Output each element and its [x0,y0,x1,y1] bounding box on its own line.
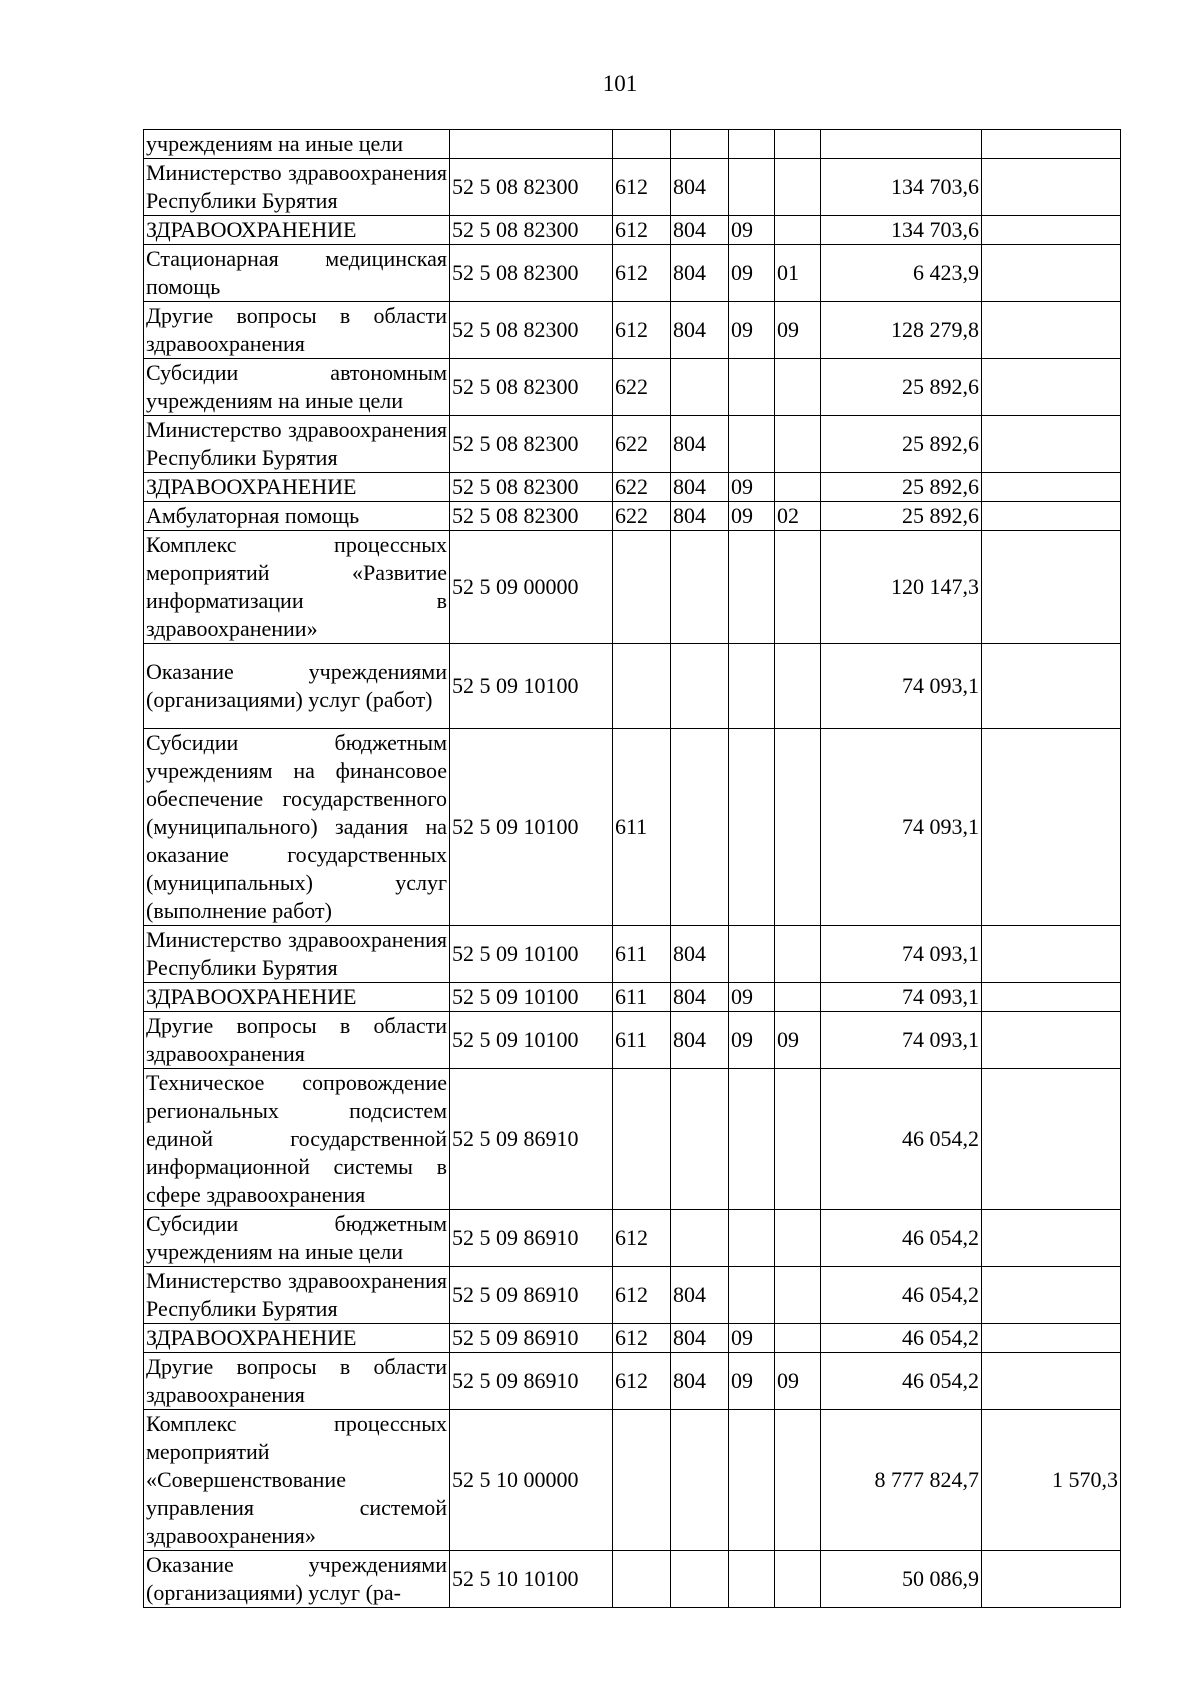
cell-grbs [671,1210,729,1267]
cell-target-code: 52 5 09 10100 [450,729,613,926]
table-row [144,359,1121,416]
cell-target-code: 52 5 08 82300 [450,216,613,245]
cell-subsection [775,216,821,245]
cell-subsection [775,473,821,502]
cell-expense-type: 612 [613,159,671,216]
cell-subsection [775,644,821,729]
cell-section: 09 [729,983,775,1012]
cell-grbs [671,1069,729,1210]
cell-subsection: 01 [775,245,821,302]
cell-grbs: 804 [671,926,729,983]
cell-name: Субсидии бюджетным учреждениям на иные цели [144,1210,450,1267]
table-row [144,416,1121,473]
page-number: 101 [602,71,638,96]
cell-amount-extra [982,473,1121,502]
cell-section [729,644,775,729]
cell-target-code: 52 5 08 82300 [450,473,613,502]
cell-expense-type: 612 [613,245,671,302]
cell-subsection [775,1551,821,1608]
cell-target-code: 52 5 09 86910 [450,1353,613,1410]
cell-amount: 46 054,2 [821,1069,982,1210]
cell-grbs: 804 [671,302,729,359]
table-row [144,216,1121,245]
cell-section: 09 [729,502,775,531]
cell-amount: 25 892,6 [821,473,982,502]
cell-name: Министерство здравоохранения Республики Бурятия [144,926,450,983]
cell-section: 09 [729,245,775,302]
cell-amount-extra [982,729,1121,926]
cell-amount: 6 423,9 [821,245,982,302]
cell-amount-extra [982,1353,1121,1410]
cell-target-code: 52 5 09 86910 [450,1324,613,1353]
cell-amount-extra [982,983,1121,1012]
cell-target-code: 52 5 09 86910 [450,1210,613,1267]
cell-subsection [775,359,821,416]
cell-subsection [775,729,821,926]
cell-name: Стационарная медицинская помощь [144,245,450,302]
cell-subsection: 09 [775,302,821,359]
cell-section [729,531,775,644]
cell-subsection [775,983,821,1012]
cell-amount-extra [982,1069,1121,1210]
cell-section [729,1551,775,1608]
cell-expense-type: 622 [613,502,671,531]
cell-amount: 8 777 824,7 [821,1410,982,1551]
cell-amount: 74 093,1 [821,644,982,729]
cell-amount: 25 892,6 [821,416,982,473]
cell-amount: 128 279,8 [821,302,982,359]
cell-target-code: 52 5 08 82300 [450,159,613,216]
cell-amount-extra [982,531,1121,644]
cell-expense-type: 611 [613,729,671,926]
cell-target-code: 52 5 10 00000 [450,1410,613,1551]
cell-amount-extra [982,359,1121,416]
cell-amount-extra [982,302,1121,359]
cell-target-code: 52 5 10 10100 [450,1551,613,1608]
cell-subsection [775,1267,821,1324]
cell-section [729,359,775,416]
cell-name: Министерство здравоохранения Республики Бурятия [144,159,450,216]
table-row [144,245,1121,302]
table-row [144,531,1121,644]
cell-section: 09 [729,1324,775,1353]
cell-amount-extra: 1 570,3 [982,1410,1121,1551]
table-row [144,1012,1121,1069]
cell-grbs: 804 [671,473,729,502]
cell-subsection: 09 [775,1012,821,1069]
cell-target-code: 52 5 09 10100 [450,983,613,1012]
table-body [144,130,1121,1608]
cell-target-code: 52 5 09 10100 [450,926,613,983]
cell-target-code: 52 5 09 86910 [450,1069,613,1210]
cell-name: Министерство здравоохранения Республики Бурятия [144,1267,450,1324]
cell-grbs [671,130,729,159]
cell-target-code: 52 5 08 82300 [450,502,613,531]
cell-amount: 46 054,2 [821,1210,982,1267]
cell-target-code: 52 5 08 82300 [450,245,613,302]
cell-amount: 50 086,9 [821,1551,982,1608]
cell-amount: 46 054,2 [821,1353,982,1410]
cell-subsection [775,1069,821,1210]
cell-name: Комплекс процессных мероприятий «Совершенствование управления системой здравоохранения» [144,1410,450,1551]
cell-name: ЗДРАВООХРАНЕНИЕ [144,983,450,1012]
cell-target-code: 52 5 08 82300 [450,302,613,359]
cell-expense-type: 612 [613,302,671,359]
table-row [144,926,1121,983]
cell-section: 09 [729,216,775,245]
cell-section [729,926,775,983]
cell-expense-type: 622 [613,359,671,416]
cell-name: ЗДРАВООХРАНЕНИЕ [144,1324,450,1353]
cell-amount: 25 892,6 [821,359,982,416]
cell-name: Другие вопросы в области здравоохранения [144,1012,450,1069]
cell-target-code [450,130,613,159]
cell-grbs: 804 [671,1324,729,1353]
cell-target-code: 52 5 09 10100 [450,644,613,729]
table-row [144,1267,1121,1324]
cell-expense-type: 612 [613,1210,671,1267]
cell-section [729,1410,775,1551]
cell-amount-extra [982,1324,1121,1353]
cell-name: Оказание учреждениями (организациями) услуг (работ) [144,644,450,729]
cell-amount-extra [982,926,1121,983]
cell-amount: 134 703,6 [821,159,982,216]
cell-subsection [775,416,821,473]
cell-amount: 74 093,1 [821,729,982,926]
cell-amount-extra [982,1551,1121,1608]
cell-expense-type [613,1410,671,1551]
cell-expense-type [613,130,671,159]
cell-target-code: 52 5 08 82300 [450,359,613,416]
cell-grbs: 804 [671,1353,729,1410]
cell-target-code: 52 5 09 00000 [450,531,613,644]
cell-expense-type: 611 [613,1012,671,1069]
cell-grbs [671,644,729,729]
cell-grbs: 804 [671,216,729,245]
cell-amount-extra [982,130,1121,159]
cell-section [729,1267,775,1324]
cell-amount-extra [982,502,1121,531]
cell-section: 09 [729,1353,775,1410]
cell-amount: 120 147,3 [821,531,982,644]
cell-grbs: 804 [671,983,729,1012]
cell-amount: 46 054,2 [821,1324,982,1353]
cell-amount: 25 892,6 [821,502,982,531]
cell-amount-extra [982,1267,1121,1324]
cell-section [729,130,775,159]
cell-section: 09 [729,473,775,502]
table-row [144,502,1121,531]
table-row [144,1551,1121,1608]
cell-subsection [775,1324,821,1353]
cell-amount-extra [982,1210,1121,1267]
cell-subsection [775,531,821,644]
cell-grbs [671,1551,729,1608]
cell-expense-type: 622 [613,416,671,473]
cell-name: Субсидии бюджетным учреждениям на финансовое обеспечение государственного (муниципального) задания на оказание государственных (муниципальных) услуг (выполнение работ) [144,729,450,926]
table-row [144,1069,1121,1210]
cell-expense-type: 612 [613,216,671,245]
cell-name: Другие вопросы в области здравоохранения [144,302,450,359]
cell-section [729,729,775,926]
cell-amount: 46 054,2 [821,1267,982,1324]
cell-amount: 74 093,1 [821,983,982,1012]
cell-target-code: 52 5 09 10100 [450,1012,613,1069]
table-row [144,1353,1121,1410]
table-row [144,159,1121,216]
cell-grbs: 804 [671,416,729,473]
cell-name: Другие вопросы в области здравоохранения [144,1353,450,1410]
cell-subsection: 09 [775,1353,821,1410]
cell-expense-type [613,1551,671,1608]
cell-subsection [775,159,821,216]
table-row [144,302,1121,359]
cell-subsection [775,1210,821,1267]
cell-expense-type: 612 [613,1353,671,1410]
cell-expense-type: 622 [613,473,671,502]
table-row [144,983,1121,1012]
cell-section [729,159,775,216]
cell-grbs: 804 [671,1012,729,1069]
table-row [144,729,1121,926]
cell-subsection [775,130,821,159]
cell-amount-extra [982,416,1121,473]
cell-amount: 74 093,1 [821,926,982,983]
table-row [144,130,1121,159]
cell-subsection [775,1410,821,1551]
cell-grbs: 804 [671,1267,729,1324]
table-row [144,1324,1121,1353]
cell-amount-extra [982,245,1121,302]
cell-amount [821,130,982,159]
cell-grbs [671,359,729,416]
cell-target-code: 52 5 09 86910 [450,1267,613,1324]
cell-expense-type: 612 [613,1324,671,1353]
cell-amount-extra [982,1012,1121,1069]
cell-grbs [671,531,729,644]
cell-amount: 134 703,6 [821,216,982,245]
cell-grbs: 804 [671,159,729,216]
cell-expense-type [613,531,671,644]
cell-expense-type [613,1069,671,1210]
cell-section [729,416,775,473]
cell-section: 09 [729,1012,775,1069]
cell-subsection [775,926,821,983]
cell-name: Техническое сопровождение региональных подсистем единой государственной информационной системы в сфере здравоохранения [144,1069,450,1210]
budget-table [143,129,1121,1608]
cell-name: Амбулаторная помощь [144,502,450,531]
cell-section: 09 [729,302,775,359]
cell-expense-type: 611 [613,926,671,983]
cell-name: ЗДРАВООХРАНЕНИЕ [144,473,450,502]
cell-section [729,1210,775,1267]
cell-expense-type [613,644,671,729]
cell-subsection: 02 [775,502,821,531]
cell-name: Комплекс процессных мероприятий «Развитие информатизации в здравоохранении» [144,531,450,644]
cell-section [729,1069,775,1210]
cell-name: Министерство здравоохранения Республики Бурятия [144,416,450,473]
cell-expense-type: 612 [613,1267,671,1324]
cell-name: учреждениям на иные цели [144,130,450,159]
cell-expense-type: 611 [613,983,671,1012]
cell-grbs [671,729,729,926]
table-row [144,644,1121,729]
cell-name: Оказание учреждениями (организациями) услуг (ра- [144,1551,450,1608]
cell-amount-extra [982,644,1121,729]
cell-amount-extra [982,216,1121,245]
cell-target-code: 52 5 08 82300 [450,416,613,473]
cell-name: ЗДРАВООХРАНЕНИЕ [144,216,450,245]
cell-grbs: 804 [671,502,729,531]
cell-amount-extra [982,159,1121,216]
cell-amount: 74 093,1 [821,1012,982,1069]
cell-grbs [671,1410,729,1551]
table-row [144,1410,1121,1551]
table-row [144,1210,1121,1267]
cell-grbs: 804 [671,245,729,302]
table-row [144,473,1121,502]
cell-name: Субсидии автономным учреждениям на иные цели [144,359,450,416]
